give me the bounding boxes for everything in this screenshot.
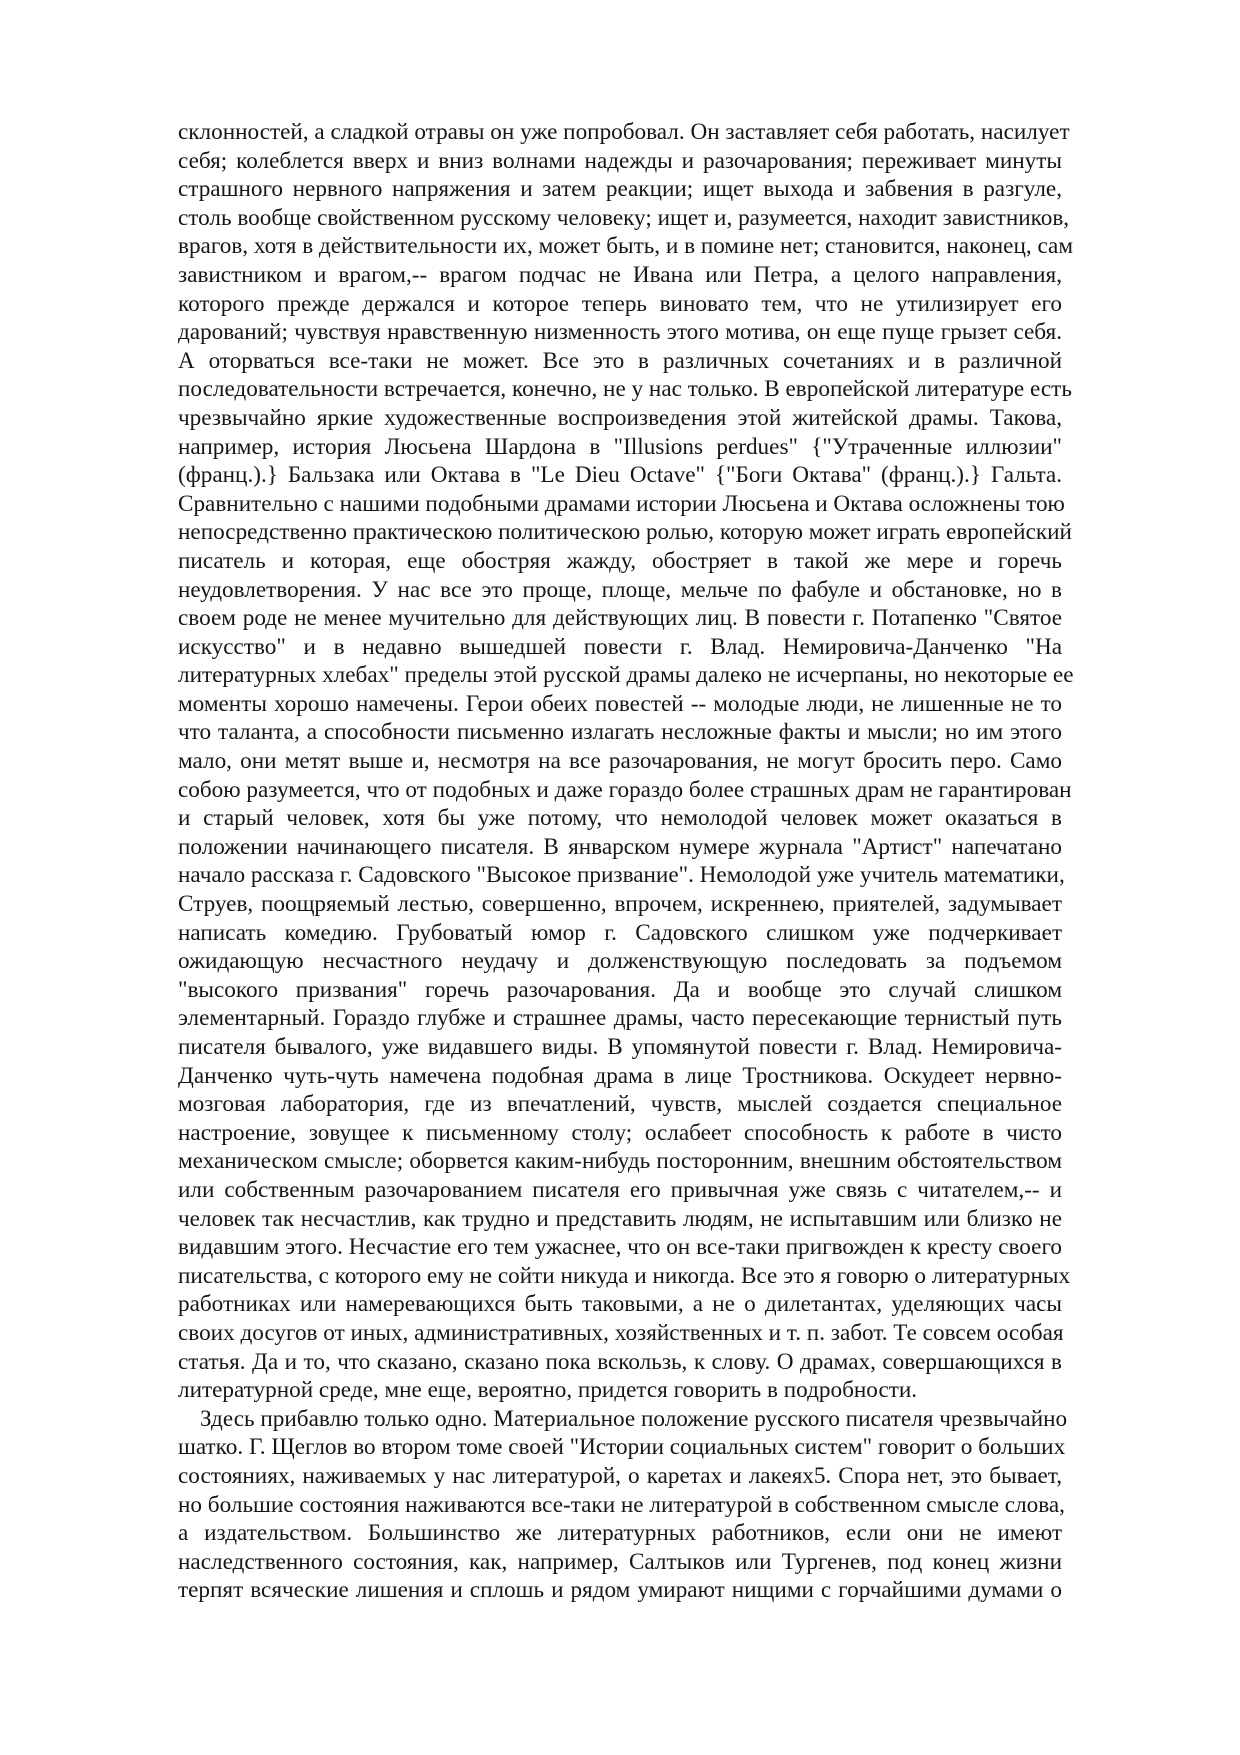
text-line: непосредственно практическою политическою ролью, которую может играть европейский — [178, 519, 1072, 546]
text-line: страшного нервного напряжения и затем реакции; ищет выхода и забвения в разгуле, — [178, 176, 1062, 203]
text-line: моменты хорошо намечены. Герои обеих повестей -- молодые люди, не лишенные не то — [178, 690, 1062, 717]
text-line: столь вообще свойственном русскому человеку; ищет и, разумеется, находит завистников, — [178, 204, 1070, 231]
text-line: писательства, с которого ему не сойти никуда и никогда. Все это я говорю о литературных — [178, 1262, 1071, 1289]
text-line: чрезвычайно яркие художественные воспроизведения этой житейской драмы. Такова, — [178, 404, 1062, 431]
text-line: своем роде не менее мучительно для действующих лиц. В повести г. Потапенко "Святое — [178, 605, 1062, 632]
text-line: искусство" и в недавно вышедшей повести г. Влад. Немировича-Данченко "На — [178, 633, 1062, 660]
text-line: дарований; чувствуя нравственную низменность этого мотива, он еще пуще грызет себя. — [178, 319, 1062, 346]
text-line: мозговая лаборатория, где из впечатлений, чувств, мыслей создается специальное — [178, 1091, 1062, 1118]
text-line: склонностей, а сладкой отравы он уже попробовал. Он заставляет себя работать, насилует — [178, 119, 1070, 145]
text-line: мало, они метят выше и, несмотря на все разочарования, не могут бросить перо. Само — [178, 748, 1062, 775]
text-line: собою разумеется, что от подобных и даже гораздо более страшных драм не гарантирован — [178, 776, 1072, 803]
text-line: неудовлетворения. У нас все это проще, площе, мельче по фабуле и обстановке, но в — [178, 576, 1062, 603]
text-line: Здесь прибавлю только одно. Материальное положение русского писателя чрезвычайно — [200, 1405, 1068, 1432]
text-line: но большие состояния наживаются все-таки не литературой в собственном смысле слова, — [178, 1491, 1065, 1518]
paragraph — [178, 118, 1074, 1405]
text-line: наследственного состояния, как, например, Салтыков или Тургенев, под конец жизни — [178, 1548, 1062, 1575]
text-line: Струев, поощряемый лестью, совершенно, впрочем, искреннею, приятелей, задумывает — [178, 891, 1062, 918]
text-line: написать комедию. Грубоватый юмор г. Садовского слишком уже подчеркивает — [178, 919, 1062, 946]
text-line: Данченко чуть-чуть намечена подобная драма в лице Тростникова. Оскудеет нервно- — [178, 1062, 1062, 1089]
text-line: писателя бывалого, уже видавшего виды. В упомянутой повести г. Влад. Немировича- — [178, 1034, 1062, 1060]
text-line: Сравнительно с нашими подобными драмами истории Люсьена и Октава осложнены тою — [178, 490, 1065, 517]
text-line: работниках или намеревающихся быть таковыми, а не о дилетантах, уделяющих часы — [178, 1291, 1062, 1318]
text-line: писатель и которая, еще обостряя жажду, обостряет в такой же мере и горечь — [178, 547, 1062, 574]
text-line: а издательством. Большинство же литературных работников, если они не имеют — [178, 1520, 1062, 1547]
body-text — [178, 118, 1074, 1605]
text-line: себя; колеблется вверх и вниз волнами надежды и разочарования; переживает минуты — [178, 147, 1062, 174]
text-line: статья. Да и то, что сказано, сказано пока вскользь, к слову. О драмах, совершающихся в — [178, 1348, 1062, 1375]
text-line: человек так несчастлив, как трудно и представить людям, не испытавшим или близко не — [178, 1205, 1062, 1232]
text-line: шатко. Г. Щеглов во втором томе своей "Истории социальных систем" говорит о больших — [178, 1434, 1066, 1461]
text-line: литературных хлебах" пределы этой русской драмы далеко не исчерпаны, но некоторые ее — [178, 662, 1074, 689]
text-line: или собственным разочарованием писателя его привычная уже связь с читателем,-- и — [178, 1176, 1062, 1203]
paragraph — [178, 1405, 1068, 1605]
text-line: настроение, зовущее к письменному столу; ослабеет способность к работе в чисто — [178, 1119, 1062, 1146]
text-line: терпят всяческие лишения и сплошь и рядом умирают нищими с горчайшими думами о — [178, 1577, 1062, 1604]
text-line: которого прежде держался и которое теперь виновато тем, что не утилизирует его — [178, 290, 1062, 317]
text-line: врагов, хотя в действительности их, может быть, и в помине нет; становится, наконец, сам — [178, 233, 1074, 260]
text-line: механическом смысле; оборвется каким-нибудь посторонним, внешним обстоятельством — [178, 1148, 1062, 1175]
text-line: начало рассказа г. Садовского "Высокое призвание". Немолодой уже учитель математики, — [178, 862, 1065, 889]
text-line: (франц.).} Бальзака или Октава в "Le Dieu Octave" {"Боги Октава" (франц.).} Гальта. — [178, 462, 1062, 489]
text-line: своих досугов от иных, административных, хозяйственных и т. п. забот. Те совсем особая — [178, 1319, 1064, 1346]
text-line: литературной среде, мне еще, вероятно, придется говорить в подробности. — [178, 1377, 918, 1404]
text-line: А оторваться все-таки не может. Все это в различных сочетаниях и в различной — [178, 347, 1062, 374]
text-line: видавшим этого. Несчастие его тем ужаснее, что он все-таки пригвожден к кресту своего — [178, 1234, 1062, 1261]
text-line: например, история Люсьена Шардона в "Illusions perdues" {"Утраченные иллюзии" — [178, 433, 1062, 460]
text-line: положении начинающего писателя. В январском нумере журнала "Артист" напечатано — [178, 833, 1062, 860]
text-line: что таланта, а способности письменно излагать несложные факты и мысли; но им этого — [178, 719, 1062, 746]
text-line: завистником и врагом,-- врагом подчас не Ивана или Петра, а целого направления, — [178, 261, 1062, 288]
text-line: ожидающую несчастного неудачу и долженствующую последовать за подъемом — [178, 948, 1062, 975]
text-line: "высокого призвания" горечь разочарования. Да и вообще это случай слишком — [178, 976, 1062, 1003]
text-line: последовательности встречается, конечно, не у нас только. В европейской литературе есть — [178, 376, 1072, 403]
text-line: элементарный. Гораздо глубже и страшнее драмы, часто пересекающие тернистый путь — [178, 1005, 1062, 1032]
text-line: и старый человек, хотя бы уже потому, что немолодой человек может оказаться в — [178, 805, 1062, 832]
text-line: состояниях, наживаемых у нас литературой, о каретах и лакеях5. Спора нет, это бывает, — [178, 1462, 1062, 1489]
